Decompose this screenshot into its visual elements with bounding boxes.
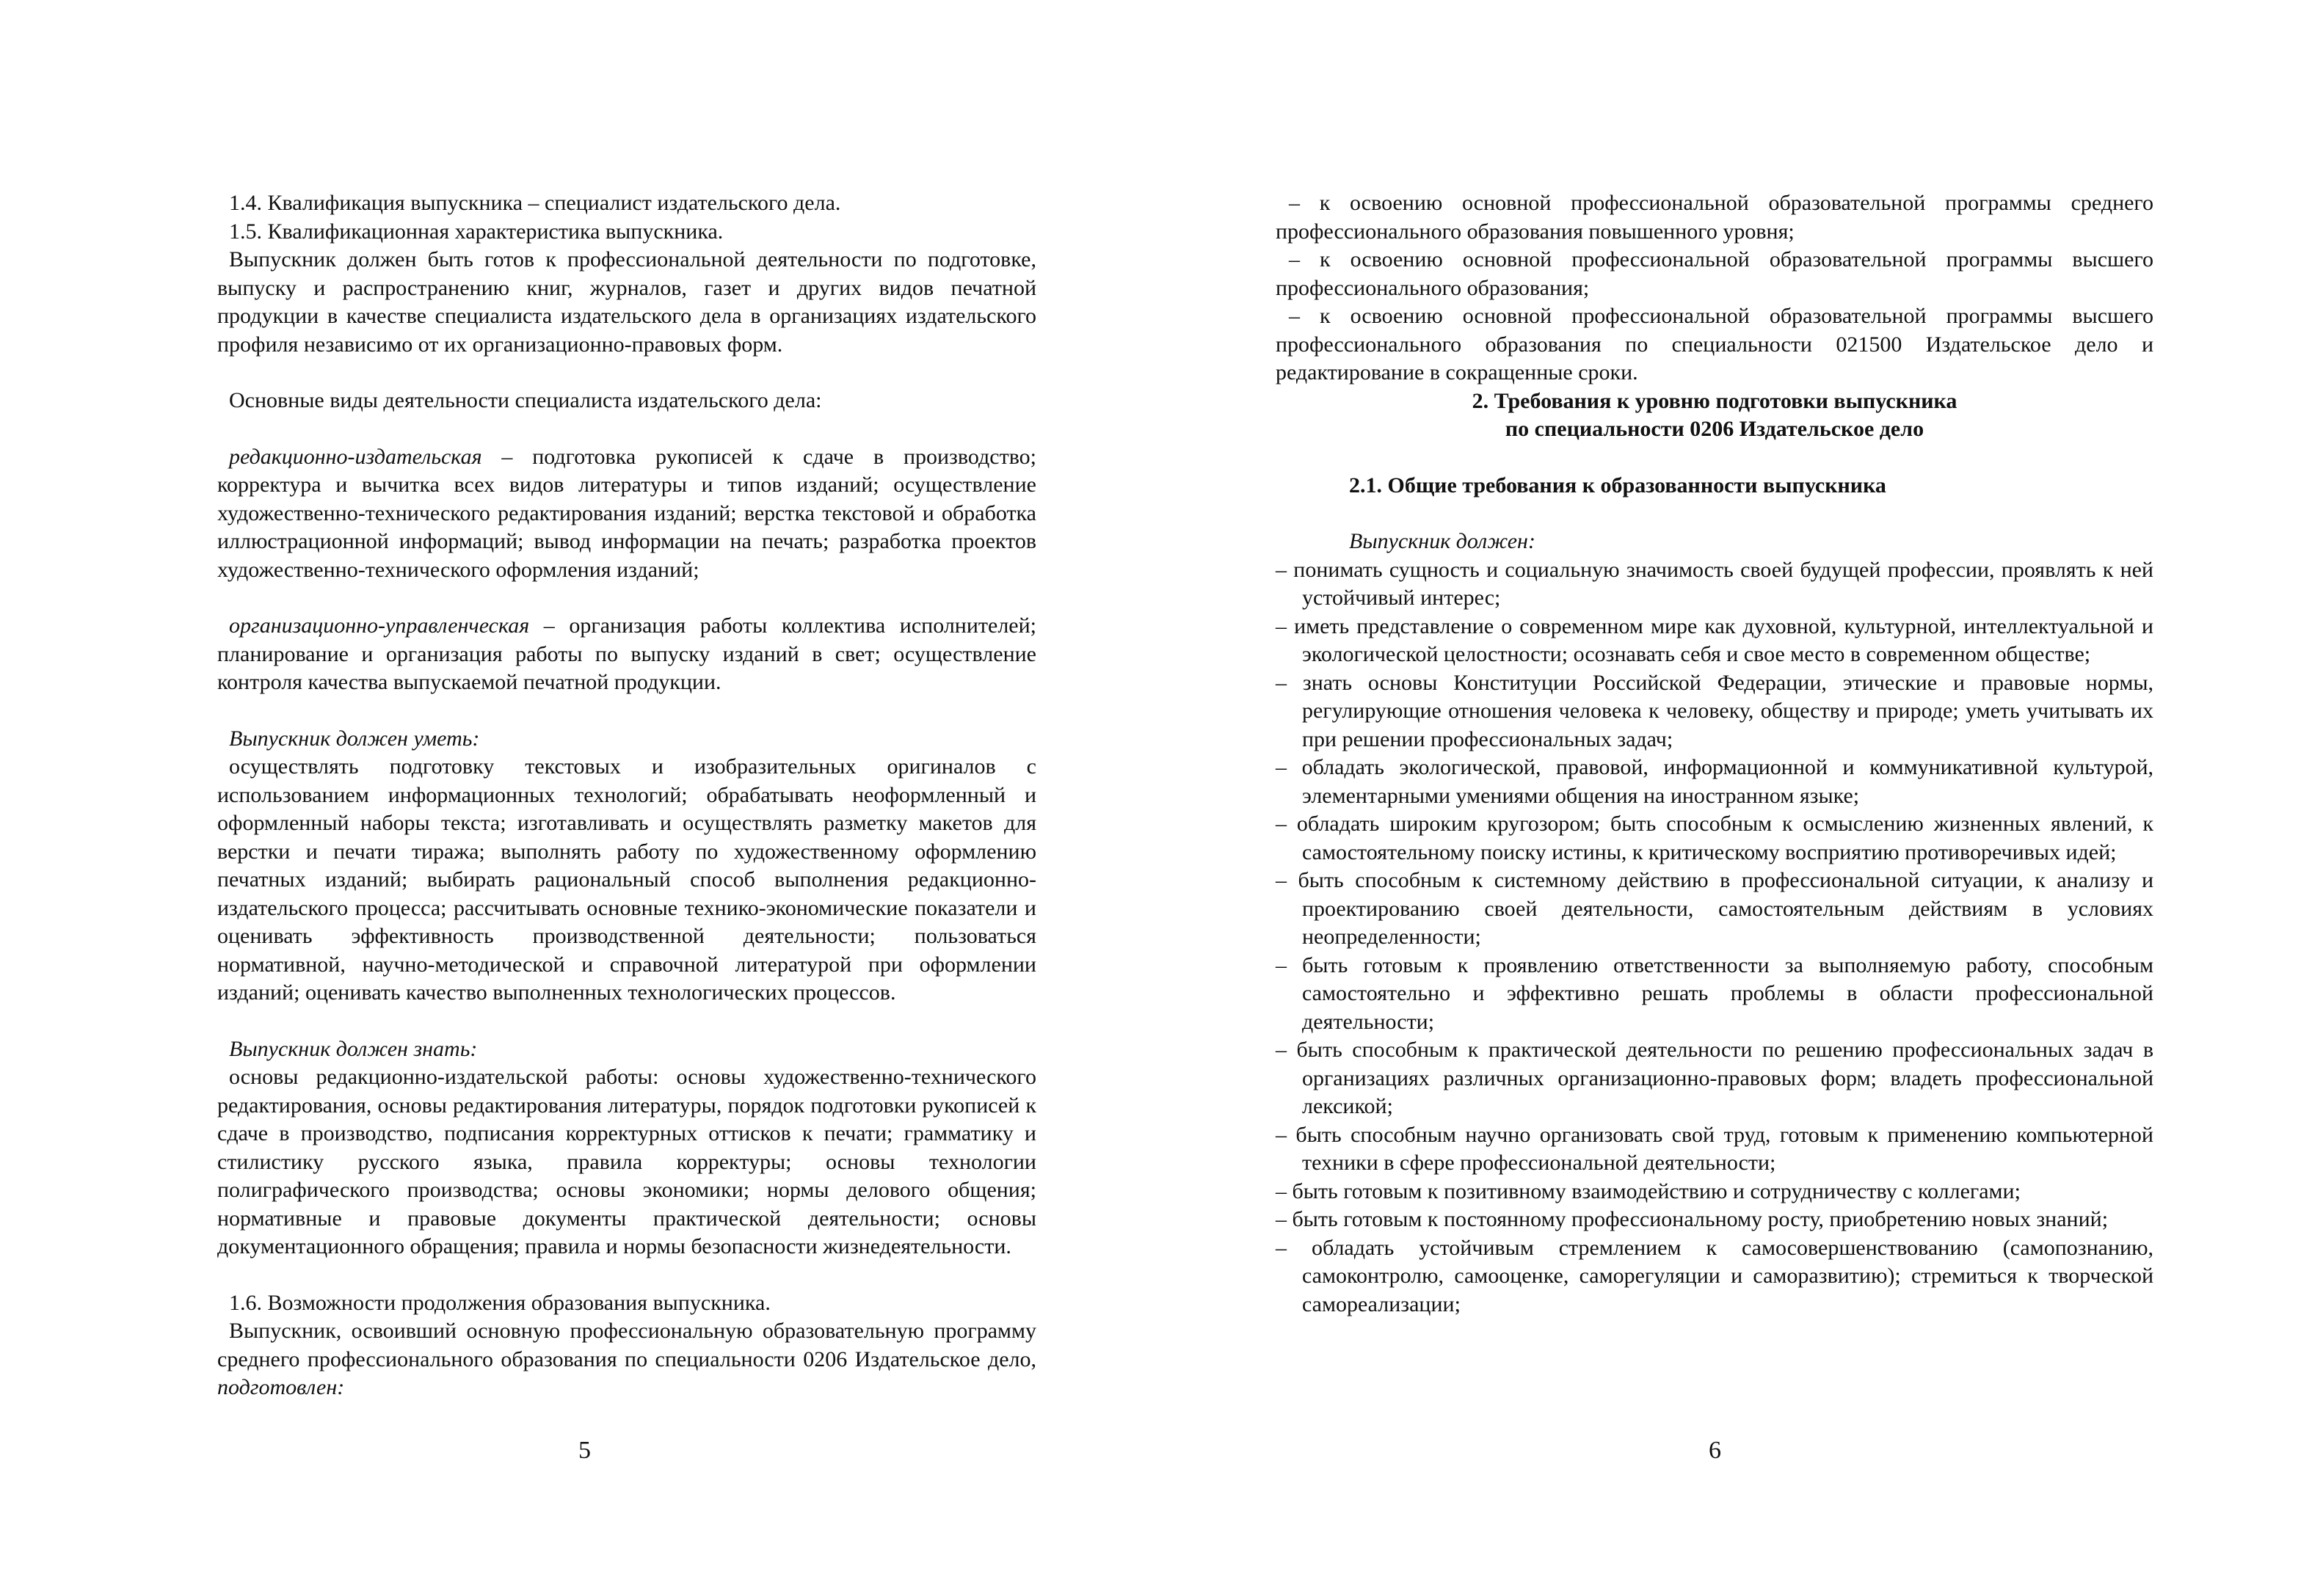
knowledge-heading: Выпускник должен знать: [229,1036,478,1061]
management-activity-paragraph [217,612,1036,697]
must-heading: Выпускник должен: [1349,529,1535,553]
prepared-term: подготовлен: [217,1375,345,1399]
skills-heading: Выпускник должен уметь: [229,726,480,751]
requirement-item: – знать основы Конституции Российской Федерации, этические и правовые нормы, регулирующие отношения человека к человеку, обществу и природе; уметь учитывать их при решении профессиональных задач; [1276,670,2153,751]
editorial-activity-paragraph [217,443,1036,585]
management-activity-text: – организация работы коллектива исполнителей; планирование и организация работы по выпуску изданий в свет; осуществление контроля качества выпускаемой печатной продукции. [217,613,1036,694]
graduate-readiness-paragraph: Выпускник должен быть готов к профессиональной деятельности по подготовке, выпуску и распространению книг, журналов, газет и других видов печатной продукции в качестве специалиста издательского дела в организациях издательского профиля независимо от их организационно-правовых форм. [217,247,1036,357]
further-education-paragraph [217,1317,1036,1402]
page-number-left: 5 [578,1437,591,1464]
requirement-item: – обладать экологической, правовой, информационной и коммуникативной культурой, элементарными умениями общения на иностранном языке; [1276,755,2153,808]
further-education-text: Выпускник, освоивший основную профессиональную образовательную программу среднего профессионального образования по специальности 0206 Издательское дело, [217,1319,1036,1371]
requirement-item: – иметь представление о современном мире как духовной, культурной, интеллектуальной и экологической целостности; осознавать себя и свое место в современном обществе; [1276,613,2153,666]
further-education-heading: 1.6. Возможности продолжения образования выпускника. [229,1290,771,1315]
requirement-item: – понимать сущность и социальную значимость своей будущей профессии, проявлять к ней устойчивый интерес; [1276,557,2153,610]
management-activity-term: организационно-управленческая [229,613,530,638]
page-number-right: 6 [1709,1437,1721,1464]
requirement-item: – быть готовым к постоянному профессиональному росту, приобретению новых знаний; [1276,1207,2109,1231]
right-page [1276,189,2153,1319]
requirement-item: – обладать устойчивым стремлением к самосовершенствованию (самопознанию, самоконтролю, самооценке, саморегуляции и саморазвитию); стремиться к творческой самореализации; [1276,1235,2153,1316]
requirement-item: – быть способным научно организовать свой труд, готовым к применению компьютерной техники в сфере профессиональной деятельности; [1276,1122,2153,1175]
requirement-item: – быть готовым к позитивному взаимодействию и сотрудничеству с коллегами; [1276,1178,2021,1203]
knowledge-paragraph: основы редакционно-издательской работы: основы художественно-технического редактирования, основы редактирования литературы, порядок подготовки рукописей к сдаче в производство, подписания корректурных оттисков к печати; грамматику и стилистику русского языка, правила корректуры; основы технологии полиграфического производства; основы экономики; нормы делового общения; нормативные и правовые документы практической деятельности; основы документационного обращения; правила и нормы безопасности жизнедеятельности. [217,1065,1036,1258]
activity-types-heading: Основные виды деятельности специалиста издательского дела: [229,388,822,412]
continuation-item-2: – к освоению основной профессиональной образовательной программы высшего профессионального образования; [1276,247,2153,300]
qualification-characteristic-paragraph: 1.5. Квалификационная характеристика выпускника. [229,219,724,244]
subsection-heading: 2.1. Общие требования к образованности выпускника [1349,473,1886,498]
editorial-activity-term: редакционно-издательская [229,444,482,469]
section-heading-line-2: по специальности 0206 Издательское дело [1505,417,1924,441]
continuation-item-3: – к освоению основной профессиональной образовательной программы высшего профессионального образования по специальности 021500 Издательское дело и редактирование в сокращенные сроки. [1276,304,2153,385]
editorial-activity-text: – подготовка рукописей к сдаче в производство; корректура и вычитка всех видов литературы и типов изданий; осуществление художественно-технического редактирования изданий; верстка текстовой и обработка иллюстрационной информаций; вывод информации на печать; разработка проектов художественно-технического оформления изданий; [217,444,1036,582]
left-page [217,189,1036,1402]
section-heading-line-1: 2. Требования к уровню подготовки выпускника [1472,388,1957,413]
qualification-paragraph: 1.4. Квалификация выпускника – специалист издательского дела. [229,191,841,215]
requirement-item: – быть готовым к проявлению ответственности за выполняемую работу, способным самостоятельно и эффективно решать проблемы в области профессиональной деятельности; [1276,952,2153,1034]
requirement-item: – быть способным к системному действию в профессиональной ситуации, к анализу и проектированию своей деятельности, самостоятельным действиям в условиях неопределенности; [1276,868,2153,949]
requirement-item: – обладать широким кругозором; быть способным к осмыслению жизненных явлений, к самостоятельному поиску истины, к критическому восприятию противоречивых идей; [1276,812,2153,864]
skills-paragraph: осуществлять подготовку текстовых и изобразительных оригиналов с использованием информационных технологий; обрабатывать неоформленный и оформленный наборы текста; изготавливать и осуществлять разметку макетов для верстки и печати тиража; выполнять работу по художественному оформлению печатных изданий; выбирать рациональный способ выполнения редакционно-издательского процесса; рассчитывать основные технико-экономические показатели и оценивать эффективность производственной деятельности; пользоваться нормативной, научно-методической и справочной литературой при оформлении изданий; оценивать качество выполненных технологических процессов. [217,754,1036,1005]
requirement-item: – быть способным к практической деятельности по решению профессиональных задач в организациях различных организационно-правовых форм; владеть профессиональной лексикой; [1276,1038,2153,1118]
continuation-item-1: – к освоению основной профессиональной образовательной программы среднего профессионального образования повышенного уровня; [1276,191,2153,244]
